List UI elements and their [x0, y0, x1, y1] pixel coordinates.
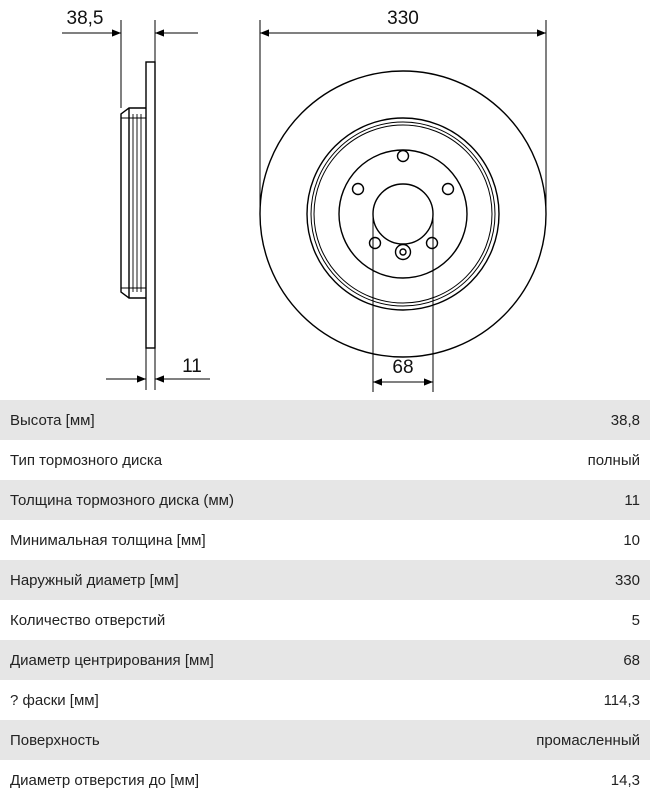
spec-label: Высота [мм]: [10, 411, 95, 429]
spec-row: [0, 520, 650, 560]
dimension-center-bore: 68: [392, 357, 414, 378]
spec-value: 114,3: [603, 691, 640, 709]
spec-value: 330: [614, 571, 640, 589]
spec-row: [0, 560, 650, 600]
disc-plate-outline: [146, 62, 155, 348]
lug-hole: [427, 238, 438, 249]
spec-value: промасленный: [536, 731, 640, 749]
dimension-disc-thickness: 11: [182, 356, 202, 377]
spec-row: [0, 640, 650, 680]
spec-value: 10: [623, 531, 640, 549]
hat-face: [339, 150, 467, 278]
spec-row: [0, 440, 650, 480]
spec-label: Тип тормозного диска: [10, 451, 163, 469]
spec-label: Минимальная толщина [мм]: [10, 531, 206, 549]
specs-table: [0, 400, 650, 800]
spec-label: Наружный диаметр [мм]: [10, 571, 179, 589]
disc-outer-edge: [260, 71, 546, 357]
screw-hole-outer: [396, 245, 411, 260]
spec-row: [0, 680, 650, 720]
lug-hole: [370, 238, 381, 249]
spec-label: Толщина тормозного диска (мм): [10, 491, 234, 509]
spec-row: [0, 760, 650, 800]
side-view: [62, 20, 210, 390]
screw-hole-inner: [400, 249, 406, 255]
lug-hole: [398, 151, 409, 162]
front-view: [260, 20, 546, 392]
center-bore: [373, 184, 433, 244]
dimension-hat-height: 38,5: [66, 8, 104, 29]
spec-value: 11: [624, 491, 640, 509]
spec-value: 14,3: [610, 771, 640, 789]
spec-label: Количество отверстий: [10, 611, 166, 629]
lug-hole: [443, 184, 454, 195]
spec-label: Поверхность: [10, 731, 100, 749]
spec-label: ? фаски [мм]: [10, 691, 99, 709]
spec-value: 68: [623, 651, 640, 669]
spec-row: [0, 400, 650, 440]
spec-value: полный: [587, 451, 640, 469]
hat-ring-outer: [307, 118, 499, 310]
spec-label: Диаметр отверстия до [мм]: [10, 771, 200, 789]
hat-profile-outline: [121, 108, 146, 298]
dimension-outer-diameter: 330: [387, 8, 419, 29]
spec-row: [0, 720, 650, 760]
spec-value: 5: [631, 611, 640, 629]
lug-hole: [353, 184, 364, 195]
spec-row: [0, 480, 650, 520]
spec-row: [0, 600, 650, 640]
spec-value: 38,8: [610, 411, 640, 429]
spec-label: Диаметр центрирования [мм]: [10, 651, 214, 669]
